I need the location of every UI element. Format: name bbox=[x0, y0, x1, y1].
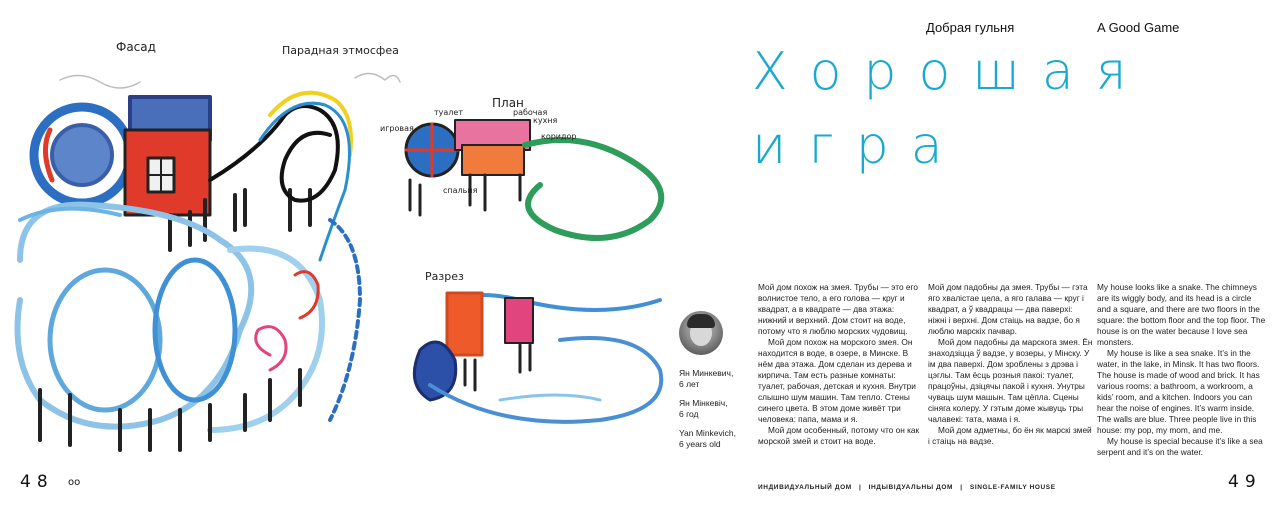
label-section: Разрез bbox=[425, 270, 464, 283]
snake-head-circle bbox=[34, 107, 130, 203]
section-drawing bbox=[414, 293, 661, 422]
paragraph: Мой дом падобны да марскога змея. Ён знаходзіцца ў вадзе, у возеры, у Мінску. У ім два паверхі. Дом зроблены з дрэва і цэглы. Там ёсць розныя пакоі: туалет, працоўны, дзіцячы пакой і кухня. Унутры чуваць шум машын. Там цёпла. Сцены сіняга колеру. У гэтым доме жывуць тры чалавекі: тата, мама і я. bbox=[928, 337, 1093, 424]
paragraph: My house is special because it’s like a sea serpent and it’s on the water. bbox=[1097, 436, 1263, 457]
paragraph: My house is like a sea snake. It’s in the water, in the lake, in Minsk. It has two floors. The house is made of wood and brick. It has various rooms: a bathroom, a workroom, a kids’ room, and a kitchen. Indoors you can hear the noise of engines. It’s warm inside. The walls are blue. Three people live in this house: my pop, my mom, and me. bbox=[1097, 348, 1260, 435]
text-column-english bbox=[1097, 282, 1267, 458]
label-front-view: Парадная этмосфеа bbox=[282, 44, 399, 57]
paragraph: Мой дом похож на змея. Трубы — это его волнистое тело, а его голова — круг и квадрат, а в квадрате — два этажа: нижний и верхний. Дом стоит на воде, потому что я люблю морских чудовищ. bbox=[758, 282, 918, 336]
header-belarusian: Добрая гульня bbox=[926, 20, 1015, 35]
title-line-1: Хорошая bbox=[752, 42, 1149, 102]
label-room-playroom: игровая bbox=[380, 124, 414, 133]
author-ru-age: 6 лет bbox=[679, 379, 700, 389]
label-room-kitchen: кухня bbox=[533, 116, 558, 125]
snake-body-black bbox=[210, 106, 338, 201]
author-photo bbox=[679, 311, 723, 355]
author-en-age: 6 years old bbox=[679, 439, 721, 449]
page-mark-left: oo bbox=[68, 477, 81, 488]
pink-spiral bbox=[256, 327, 286, 370]
label-room-toilet: туалет bbox=[434, 108, 463, 117]
author-be-age: 6 год bbox=[679, 409, 699, 419]
paragraph: Мой дом похож на морского змея. Он находится в воде, в озере, в Минске. В нём два этажа. Дом сделан из дерева и кирпича. Там есть разные комнаты: туалет, рабочая, детская и кухня. Внутри слышно шум машин. Там тепло. Стены синего цвета. В этом доме живёт три человека: папа, мама и я. bbox=[758, 337, 916, 424]
text-column-belarusian bbox=[928, 282, 1093, 447]
scribble-top bbox=[60, 75, 140, 88]
label-room-workroom: рабочая bbox=[513, 108, 548, 117]
paragraph: Мой дом особенный, потому что он как морской змей и стоит на воде. bbox=[758, 425, 920, 446]
title-line-2: игра bbox=[752, 116, 965, 176]
text-column-russian bbox=[758, 282, 923, 447]
plan-drawing bbox=[406, 120, 661, 238]
label-facade: Фасад bbox=[116, 40, 156, 54]
page-number-right: 49 bbox=[1228, 472, 1262, 492]
label-plan: План bbox=[492, 96, 524, 110]
paragraph: Мой дом падобны да змея. Трубы — гэта яго хвалістае цела, а яго галава — круг і квадрат, а ў квадрацы — два паверхі: ніжні і верхні. Дом стаіць на вадзе, бо я люблю марскіх пачвар. bbox=[928, 282, 1088, 336]
page-number-left: 48 bbox=[20, 472, 54, 492]
author-be bbox=[679, 398, 739, 420]
label-room-corridor: коридор bbox=[541, 132, 577, 141]
author-ru bbox=[679, 368, 739, 390]
section-footer: ИНДИВИДУАЛЬНЫЙ ДОМ | ІНДЫВІДУАЛЬНЫ ДОМ | SINGLE-FAMILY HOUSE bbox=[758, 484, 1056, 491]
paragraph: My house looks like a snake. The chimneys are its wiggly body, and its head is a circle and a square, and there are two floors in the square: the bottom floor and the top floor. The house is on the water because I love sea monsters. bbox=[1097, 282, 1266, 347]
header-english: A Good Game bbox=[1097, 20, 1180, 35]
author-be-name: Ян Мінкевіч, bbox=[679, 398, 728, 408]
scribble-top-right bbox=[355, 73, 400, 82]
author-ru-name: Ян Минкевич, bbox=[679, 368, 734, 378]
paragraph: Мой дом адметны, бо ён як марскі змей і стаіць на вадзе. bbox=[928, 425, 1092, 446]
label-room-bedroom: спальня bbox=[443, 186, 478, 195]
author-en-name: Yan Minkevich, bbox=[679, 428, 737, 438]
author-en bbox=[679, 428, 739, 450]
